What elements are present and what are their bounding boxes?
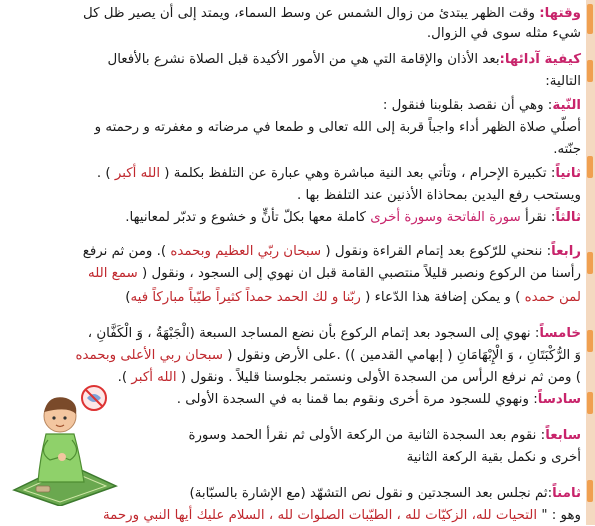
line-1: [83, 4, 581, 24]
line-12: [88, 264, 581, 284]
text-segment: وقت الظهر يبتدئ من زوال الشمس عن وسط السماء، ويمتد إلى أن يصير ظل كل: [83, 6, 540, 21]
text-segment: : نقوم بعد السجدة الثانية من الركعة الأولى ثم نقرأ الحمد وسورة: [188, 428, 546, 443]
text-segment: التالية:: [545, 74, 581, 89]
text-segment: شيء مثله سوى في الزوال.: [426, 26, 581, 41]
text-segment: ثانياً: [555, 166, 581, 181]
line-3: [107, 50, 581, 70]
text-segment: سمع الله: [88, 266, 138, 281]
text-segment: ويستحب رفع اليدين بمحاذاة الأذنين عند التلفظ بها .: [296, 188, 581, 203]
line-14: [88, 324, 581, 344]
praying-child-illustration: [8, 378, 118, 506]
text-segment: ثالثاً: [555, 210, 581, 225]
line-5: [383, 96, 581, 116]
text-segment: سبحان ربي الأعلى وبحمده: [75, 348, 224, 363]
text-segment: التحيات لله، الزكيّات لله ، الطيّبات الصلوات لله ، السلام عليك أيها النبي ورحمة: [102, 508, 538, 523]
line-8: [97, 164, 581, 184]
line-2: [427, 24, 581, 44]
text-segment: رأسنا من الركوع ونصبر قليلاً منتصبي القامة قبل ان نهوي إلى السجود ، ونقول (: [137, 266, 581, 281]
text-segment: لمن حمده: [524, 290, 581, 305]
line-19: [407, 448, 581, 468]
line-13: [125, 288, 581, 308]
text-segment: :ثم نجلس بعد السجدتين و نقول نص التشهّد (مع الإشارة بالسبّابة): [189, 486, 553, 501]
line-18: [188, 426, 581, 446]
line-17: [177, 390, 581, 410]
text-segment: جنّته.: [553, 142, 581, 157]
line-21: [103, 506, 581, 526]
text-segment: الله أكبر: [114, 166, 161, 181]
text-segment: سابعاً: [545, 428, 581, 443]
text-segment: وقتها:: [539, 6, 581, 21]
text-segment: كيفية آدائها:: [499, 52, 581, 67]
text-segment: خامساً: [539, 326, 581, 341]
text-segment: سبحان ربّي العظيم وبحمده: [170, 244, 322, 259]
text-segment: وسورة أخرى: [370, 210, 447, 225]
text-segment: ) و يمكن إضافة هذا الدّعاء (: [360, 290, 525, 305]
text-segment: وهو : ": [537, 508, 581, 523]
text-segment: ).: [117, 370, 132, 385]
text-segment: الله أكبر: [131, 370, 177, 385]
text-segment: ثامناً: [552, 486, 581, 501]
line-11: [83, 242, 581, 262]
text-segment: ). ومن ثم نرفع: [82, 244, 171, 259]
text-segment: ربّنا و لك الحمد حمداً كثيراً طيّباً مباركاً فيه: [130, 290, 361, 305]
line-20: [189, 484, 581, 504]
text-segment: بعد الأذان والإقامة التي هي من الأمور الأكيدة قبل الصلاة نشرع بالأفعال: [107, 52, 500, 67]
text-segment: : وهي أن نقصد بقلوبنا فنقول :: [382, 98, 553, 113]
text-segment: أصلّي صلاة الظهر أداء واجباً قربة إلى الله تعالى و طمعا في مرضاته و مغفرته و رحمته و: [94, 120, 581, 135]
text-segment: سادساً: [537, 392, 581, 407]
line-7: [553, 140, 581, 160]
text-segment: : نقرأ: [520, 210, 556, 225]
text-segment: : ونهوي للسجود مرة أخرى ونقوم بما قمنا به في السجدة الأولى .: [176, 392, 538, 407]
text-segment: : تكبيرة الإحرام ، وتأتي بعد النية مباشرة وهي عبارة عن التلفظ بكلمة (: [160, 166, 556, 181]
text-segment: سورة الفاتحة: [446, 210, 521, 225]
text-segment: رابعاً: [551, 244, 581, 259]
text-segment: النّية: [552, 98, 581, 113]
line-4: [545, 72, 581, 92]
text-segment: ) .: [96, 166, 115, 181]
line-10: [125, 208, 581, 228]
text-segment: : ننحني للرّكوع بعد إتمام القراءة ونقول (: [321, 244, 552, 259]
text-segment: وَ الرُّكْبَتَانِ ، وَ الْإِبْهَامَانِ ( إبهامي القدمين )) .على الأرض ونقول (: [223, 348, 581, 363]
line-16: [118, 368, 581, 388]
text-segment: أخرى و نكمل بقية الركعة الثانية: [406, 450, 581, 465]
text-segment: ): [125, 290, 131, 305]
page-edge-strip: [586, 0, 595, 525]
text-segment: كاملة معها بكلّ تأنٍّ و خشوع و تدبّر لمعانيها.: [125, 210, 371, 225]
text-segment: : نهوي إلى السجود بعد إتمام الركوع بأن نضع المساجد السبعة (الْجَبْهَةُ ، وَ الْكَفَّانِ ،: [87, 326, 540, 341]
line-9: [297, 186, 581, 206]
line-6: [95, 118, 581, 138]
text-segment: ) ومن ثم نرفع الرأس من السجدة الأولى ونستمر بجلوسنا قليلاً . ونقول (: [176, 370, 581, 385]
line-15: [76, 346, 582, 366]
